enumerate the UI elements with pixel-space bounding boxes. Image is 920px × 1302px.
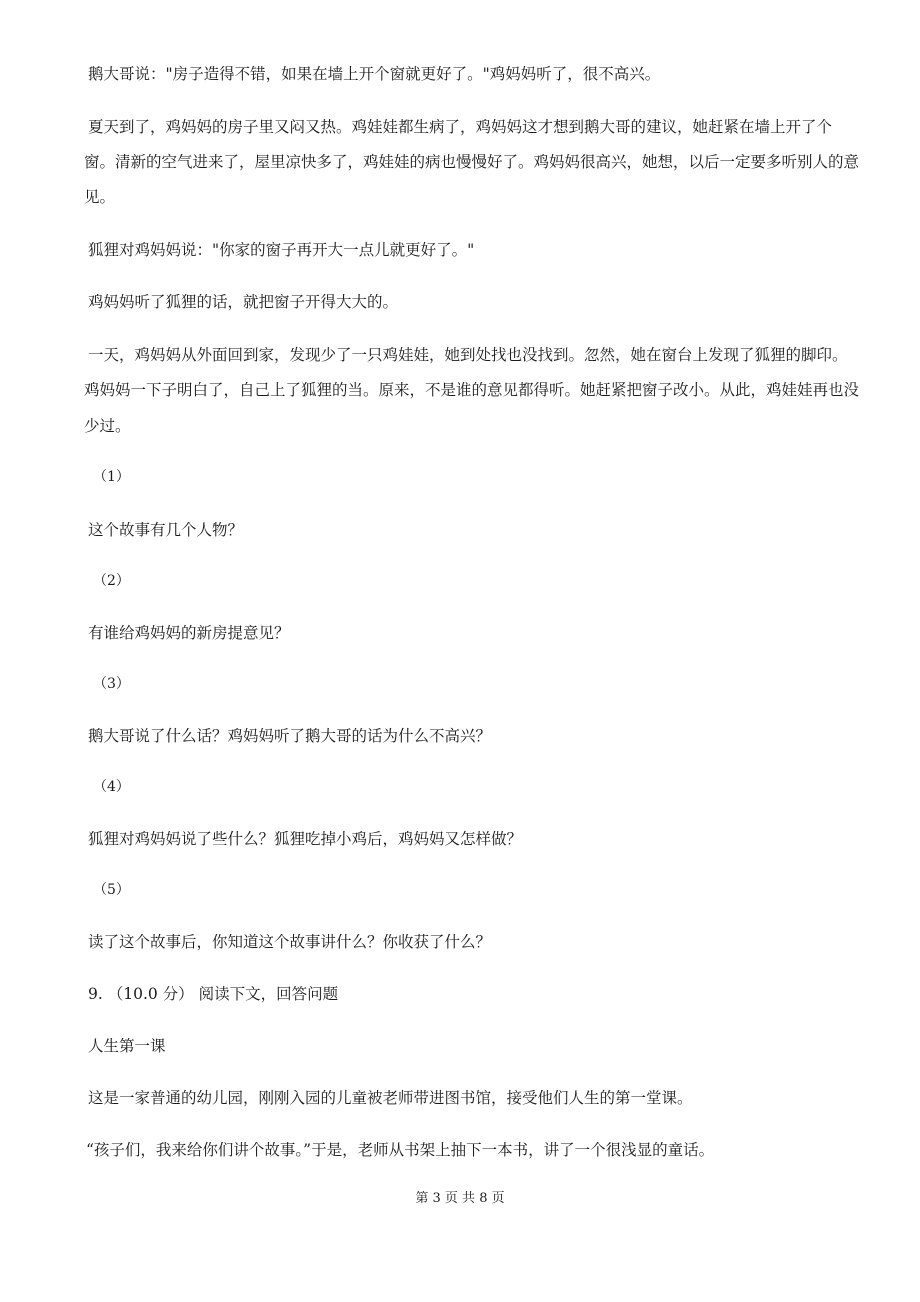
question-5-number: （5） xyxy=(93,882,130,898)
section-9-paragraph-1: 这是一家普通的幼儿园，刚刚入园的儿童被老师带进图书馆，接受他们人生的第一堂课。 xyxy=(88,1089,693,1107)
story-paragraph-1: 鹅大哥说："房子造得不错，如果在墙上开个窗就更好了。"鸡妈妈听了，很不高兴。 xyxy=(88,65,661,83)
section-9-title: 人生第一课 xyxy=(88,1037,166,1055)
story-paragraph-3: 狐狸对鸡妈妈说："你家的窗子再开大一点儿就更好了。" xyxy=(88,241,475,259)
story-paragraph-2-line-3: 见。 xyxy=(84,188,116,206)
question-3-text: 鹅大哥说了什么话？鸡妈妈听了鹅大哥的话为什么不高兴？ xyxy=(88,727,492,745)
section-9-paragraph-2: “孩子们，我来给你们讲个故事。”于是，老师从书架上抽下一本书，讲了一个很浅显的童话。 xyxy=(86,1141,715,1159)
question-3-number: （3） xyxy=(93,676,130,692)
question-2-text: 有谁给鸡妈妈的新房提意见？ xyxy=(88,624,290,642)
story-paragraph-2-line-1: 夏天到了，鸡妈妈的房子里又闷又热。鸡娃娃都生病了，鸡妈妈这才想到鹅大哥的建议，她赶紧在墙上开了个 xyxy=(88,118,833,136)
story-paragraph-5-line-1: 一天，鸡妈妈从外面回到家，发现少了一只鸡娃娃，她到处找也没找到。忽然，她在窗台上发现了狐狸的脚印。 xyxy=(88,346,848,364)
question-2-number: （2） xyxy=(93,573,130,589)
question-5-text: 读了这个故事后，你知道这个故事讲什么？你收获了什么？ xyxy=(88,933,492,951)
question-1-text: 这个故事有几个人物？ xyxy=(88,521,244,539)
story-paragraph-2-line-2: 窗。清新的空气进来了，屋里凉快多了，鸡娃娃的病也慢慢好了。鸡妈妈很高兴，她想，以后一定要多听别人的意 xyxy=(84,153,860,171)
question-4-number: （4） xyxy=(93,779,130,795)
story-paragraph-5-line-3: 少过。 xyxy=(84,417,131,435)
story-paragraph-5-line-2: 鸡妈妈一下子明白了，自己上了狐狸的当。原来，不是谁的意见都得听。她赶紧把窗子改小。从此，鸡娃娃再也没 xyxy=(84,381,860,399)
section-9-heading: 9. （10.0 分） 阅读下文，回答问题 xyxy=(88,985,339,1003)
page-footer: 第 3 页 共 8 页 xyxy=(415,1191,505,1206)
question-1-number: （1） xyxy=(93,469,130,485)
question-4-text: 狐狸对鸡妈妈说了些什么？狐狸吃掉小鸡后，鸡妈妈又怎样做？ xyxy=(88,830,523,848)
story-paragraph-4: 鸡妈妈听了狐狸的话，就把窗子开得大大的。 xyxy=(88,293,399,311)
